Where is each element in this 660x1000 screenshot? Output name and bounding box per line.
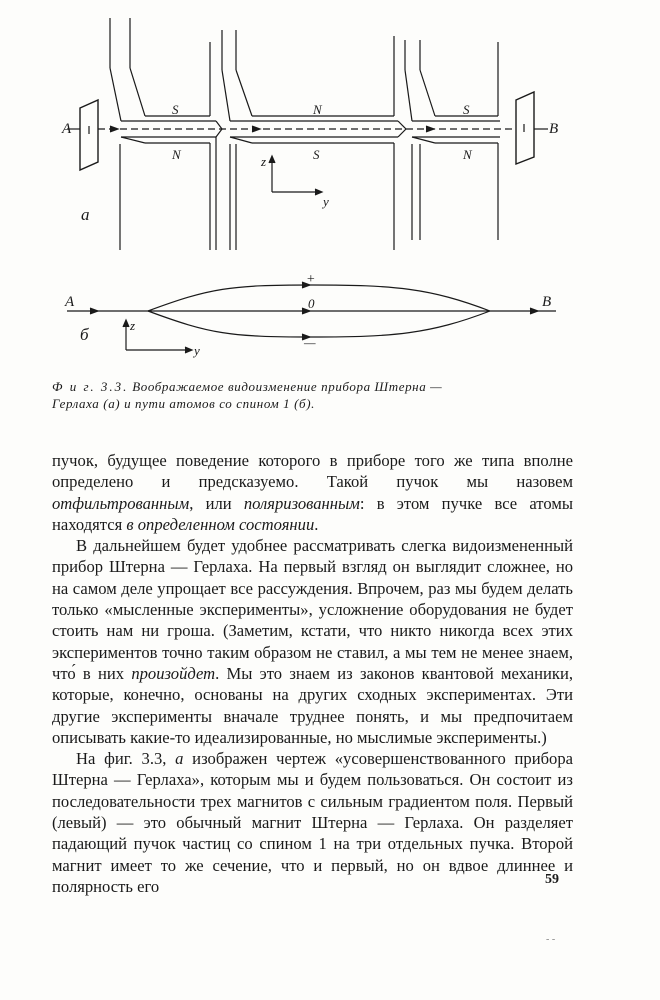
detector-plate <box>516 92 534 164</box>
p1-emphasis-3: в определенном состоянии <box>126 514 315 534</box>
figure-caption <box>52 378 572 412</box>
magnet-3-top-pole: S <box>463 102 470 117</box>
p2-emphasis-1: произойдет <box>131 663 216 683</box>
label-zero: 0 <box>308 296 315 311</box>
magnet-2-top-pole: N <box>313 102 322 117</box>
figure-3-3 <box>0 0 660 370</box>
magnet-1-top-pole: S <box>172 102 179 117</box>
magnet-1 <box>110 18 222 250</box>
p3-text-1: На фиг. 3.3, <box>76 749 176 769</box>
trajectories-b <box>67 282 556 340</box>
p3-emphasis-1: а <box>175 749 184 769</box>
paragraph-3 <box>52 748 573 897</box>
paragraph-2 <box>52 535 573 748</box>
p1-text-4: . <box>314 514 319 534</box>
p2-text-1: В дальнейшем будет удобнее рассматривать слегка видоизмененный прибор Штерна — Герлаха. На первый взгляд он выглядит сложнее, но на самом деле упрощает все рассуждения. Впрочем, раз мы будем делать только «мысленные эксперименты», усложнение оборудования не будет стоить нам ни гроша. (Заметим, кстати, что никто никогда всех этих экспериментов точно таким образом не ставил, а мы тем не менее знаем, что́ в них <box>52 536 573 683</box>
caption-line-2: Герлаха (а) и пути атомов со спином 1 (б). <box>52 396 315 411</box>
p1-text-1: пучок, будущее поведение которого в приборе того же типа вполне определено и предсказуемо. Такой пучок мы назовем <box>52 451 573 492</box>
magnet-1-bottom-pole: N <box>172 147 181 162</box>
beam-line <box>67 126 548 132</box>
caption-label: Ф и г. 3.3. <box>52 379 129 394</box>
paragraph-1 <box>52 450 573 535</box>
p2-text-2: . Мы это знаем из законов квантовой механики, которые, конечно, основаны на других сходных экспериментах. Эти другие эксперименты вначале труднее понять, и мы предпочитаем описывать какие-то идеализированные, но мыслимые эксперименты.) <box>52 663 574 747</box>
label-plus: + <box>306 272 316 287</box>
label-a-detector: B <box>549 121 559 137</box>
page-number: 59 <box>545 872 559 887</box>
axis-a-z: z <box>261 154 267 169</box>
p1-emphasis-1: отфильтрованным <box>52 493 190 513</box>
caption-line-1: Воображаемое видоизменение прибора Штерна — <box>132 379 443 394</box>
p1-text-2: , или <box>189 493 244 513</box>
axis-a-y: y <box>323 194 329 209</box>
source-plate <box>80 100 98 170</box>
magnet-2 <box>222 30 406 250</box>
label-minus: — <box>304 335 316 350</box>
p1-text-3: : в этом пучке все атомы находятся <box>52 493 573 534</box>
axis-b-y: y <box>194 343 200 358</box>
magnet-3-bottom-pole: N <box>463 147 472 162</box>
magnet-3 <box>405 40 500 240</box>
print-smudge: - - <box>546 934 556 945</box>
part-b-label: б <box>80 325 89 344</box>
magnet-2-bottom-pole: S <box>313 147 320 162</box>
label-b-detector: B <box>542 294 552 310</box>
p1-emphasis-2: поляризованным <box>243 493 360 513</box>
main-text <box>52 450 573 897</box>
label-b-source: A <box>65 294 75 310</box>
axis-b-z: z <box>130 318 136 333</box>
p3-text-2: изображен чертеж «усовершенствованного прибора Штерна — Герлаха», которым мы и будем пользоваться. Он состоит из последовательности трех магнитов с сильным градиентом поля. Первый (левый) — это обычный магнит Штерна — Герлаха. Он разделяет падающий пучок частиц со спином 1 на три отдельных пучка. Второй магнит имеет то же сечение, что и первый, но он вдвое длиннее и полярность его <box>52 749 573 896</box>
part-a-label: a <box>81 205 90 224</box>
label-a-source: A <box>62 121 72 137</box>
